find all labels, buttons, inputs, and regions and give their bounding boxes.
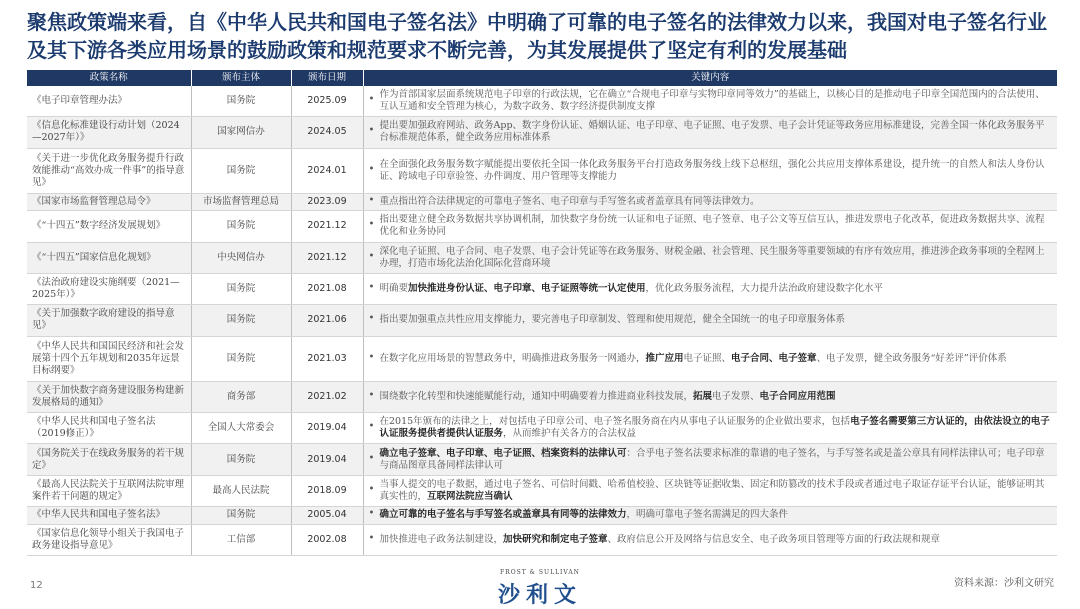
key-content — [363, 211, 1057, 242]
content-text: ，从而维护有关各方的合法权益 — [503, 428, 637, 440]
header-key-content: 关键内容 — [363, 70, 1057, 86]
key-content — [363, 242, 1057, 273]
content-emphasis: 互联网法院应当确认 — [427, 490, 513, 502]
key-content — [363, 381, 1057, 412]
policy-name: 《关于加强数字政府建设的指导意见》 — [27, 305, 191, 336]
bullet-dot-icon: • — [368, 421, 375, 433]
issuer: 国务院 — [191, 86, 291, 117]
issuer: 国务院 — [191, 211, 291, 242]
table-row — [27, 211, 1057, 242]
policy-name: 《“十四五”数字经济发展规划》 — [27, 211, 191, 242]
issue-date: 2024.05 — [291, 117, 363, 148]
table-row — [27, 193, 1057, 210]
content-text: 指出要加强重点共性应用支撑能力，要完善电子印章制发、管理和使用规范，健全全国统一的电子印章服务体系 — [379, 314, 846, 326]
bullet-dot-icon: • — [368, 389, 375, 401]
content-emphasis: 确立可靠的电子签名与手写签名或盖章具有同等的法律效力 — [379, 509, 627, 521]
issue-date: 2024.01 — [291, 148, 363, 193]
key-content — [363, 475, 1057, 506]
header-issuer: 颁布主体 — [191, 70, 291, 86]
policy-table — [27, 70, 1057, 556]
table-row — [27, 524, 1057, 555]
policy-name: 《电子印章管理办法》 — [27, 86, 191, 117]
logo-english: FROST & SULLIVAN — [500, 569, 580, 576]
policy-name: 《法治政府建设实施纲要（2021—2025年）》 — [27, 273, 191, 304]
policy-name: 《信息化标准建设行动计划（2024—2027年）》 — [27, 117, 191, 148]
issuer: 全国人大常委会 — [191, 413, 291, 444]
logo-chinese: 沙利文 — [497, 583, 582, 608]
key-content — [363, 524, 1057, 555]
key-content — [363, 273, 1057, 304]
issuer: 最高人民法院 — [191, 475, 291, 506]
content-text: ：合乎电子签名法要求标准的靠谱的电子签名，与手写签名或是盖公章具有同样法律认可；电子印章与商品图章具备同样法律认可 — [379, 447, 1045, 471]
bullet-dot-icon: • — [368, 163, 375, 175]
issuer: 国务院 — [191, 336, 291, 381]
issue-date: 2021.06 — [291, 305, 363, 336]
key-content — [363, 117, 1057, 148]
table-row — [27, 444, 1057, 475]
issue-date: 2002.08 — [291, 524, 363, 555]
table-row — [27, 305, 1057, 336]
issue-date: 2019.04 — [291, 413, 363, 444]
content-text: 加快推进电子政务法制建设， — [379, 533, 504, 545]
key-content — [363, 507, 1057, 524]
table-row — [27, 381, 1057, 412]
policy-name: 《“十四五”国家信息化规划》 — [27, 242, 191, 273]
bullet-dot-icon: • — [368, 282, 375, 294]
issuer: 工信部 — [191, 524, 291, 555]
content-emphasis: 确立电子签章、电子印章、电子证照、档案资料的法律认可 — [379, 447, 627, 459]
issue-date: 2021.03 — [291, 336, 363, 381]
content-text: 重点指出符合法律规定的可靠电子签名、电子印章与手写签名或者盖章具有同等法律效力。 — [379, 196, 760, 208]
bullet-dot-icon: • — [368, 94, 375, 106]
issuer: 国务院 — [191, 273, 291, 304]
content-text: 当事人提交的电子数据，通过电子签名、可信时间戳、哈希值校验、区块链等证据收集、固定和防篡改的技术手段或者通过电子取证存证平台认证，能够证明其真实性的， — [379, 478, 1045, 502]
content-emphasis: 加快推进身份认证、电子印章、电子证照等统一认定使用 — [408, 283, 646, 295]
bullet-dot-icon: • — [368, 219, 375, 231]
content-text: 在全面强化政务服务数字赋能提出要依托全国一体化政务服务平台打造政务服务线上线下总枢纽，强化公共应用支撑体系建设，提升统一的自然人和法人身份认证、跨域电子印章验签、办件调度、用户管理等支撑能力 — [379, 158, 1045, 182]
content-text: 深化电子证照、电子合同、电子发票、电子会计凭证等在政务服务、财税金融、社会管理、民生服务等重要领域的有序有效应用，推进涉企政务事项的全程网上办理，打造市场化法治化国际化营商环境 — [379, 245, 1045, 269]
issue-date: 2025.09 — [291, 86, 363, 117]
content-text: 围绕数字化转型和快速能赋能行动，通知中明确要着力推进商业科技发展， — [379, 390, 694, 402]
issue-date: 2021.08 — [291, 273, 363, 304]
content-text: 电子发票、 — [712, 390, 760, 402]
table-row — [27, 507, 1057, 524]
table-row — [27, 117, 1057, 148]
issuer: 中央网信办 — [191, 242, 291, 273]
content-text: 明确要 — [379, 283, 409, 295]
issue-date: 2019.04 — [291, 444, 363, 475]
table-row — [27, 242, 1057, 273]
page-number: 12 — [30, 580, 43, 591]
table-row — [27, 336, 1057, 381]
table-row — [27, 273, 1057, 304]
content-emphasis: 加快研究和制定电子签章 — [503, 533, 608, 545]
bullet-dot-icon: • — [368, 508, 375, 520]
issuer: 国务院 — [191, 444, 291, 475]
header-date: 颁布日期 — [291, 70, 363, 86]
key-content — [363, 444, 1057, 475]
content-text: 作为首部国家层面系统规范电子印章的行政法规，它在确立“合规电子印章与实物印章同等效力”的基础上，以核心目的是推动电子印章全国范围内的合法使用、互认互通和安全管理为核心，为数字政务、数字经济提供制度支撑 — [379, 89, 1045, 113]
bullet-dot-icon: • — [368, 313, 375, 325]
issuer: 市场监督管理总局 — [191, 193, 291, 210]
issuer: 国务院 — [191, 305, 291, 336]
bullet-dot-icon: • — [368, 351, 375, 363]
policy-name: 《最高人民法院关于互联网法院审理案件若干问题的规定》 — [27, 475, 191, 506]
content-text: 在数字化应用场景的智慧政务中，明确推进政务服务一网通办， — [379, 352, 646, 364]
bullet-dot-icon: • — [368, 452, 375, 464]
issue-date: 2018.09 — [291, 475, 363, 506]
table-row — [27, 86, 1057, 117]
issuer: 国家网信办 — [191, 117, 291, 148]
table-header — [27, 70, 1057, 86]
content-text: 在2015年颁布的法律之上，对包括电子印章公司、电子签名服务商在内从事电子认证服务的企业做出要求，包括 — [379, 416, 851, 428]
bullet-dot-icon: • — [368, 195, 375, 207]
page-title: 聚焦政策端来看，自《中华人民共和国电子签名法》中明确了可靠的电子签名的法律效力以来，我国对电子签名行业及其下游各类应用场景的鼓励政策和规范要求不断完善，为其发展提供了坚定有利的发展基础 — [27, 10, 1047, 62]
policy-name: 《中华人民共和国国民经济和社会发展第十四个五年规划和2035年远景目标纲要》 — [27, 336, 191, 381]
content-text: 、电子发票，健全政务服务“好差评”评价体系 — [816, 352, 1007, 364]
issue-date: 2023.09 — [291, 193, 363, 210]
key-content — [363, 305, 1057, 336]
bullet-dot-icon: • — [368, 483, 375, 495]
content-text: 、政府信息公开及网络与信息安全、电子政务项目管理等方面的行政法规和规章 — [607, 533, 941, 545]
source-note: 资料来源：沙利文研究 — [954, 578, 1054, 589]
policy-name: 《关于加快数字商务建设服务构建新发展格局的通知》 — [27, 381, 191, 412]
content-text: ，明确可靠电子签名需满足的四大条件 — [626, 509, 789, 521]
content-emphasis: 电子合同、电子签章 — [731, 352, 817, 364]
key-content — [363, 336, 1057, 381]
policy-name: 《中华人民共和国电子签名法》 — [27, 507, 191, 524]
table-row — [27, 413, 1057, 444]
bullet-dot-icon: • — [368, 125, 375, 137]
content-text: 提出要加强政府网站、政务App、数字身份认证、婚姻认证、电子印章、电子证照、电子发票、电子会计凭证等政务应用标准建设，完善全国一体化政务服务平台标准规范体系，健全政务应用标准体系 — [379, 120, 1045, 144]
table-body — [27, 86, 1057, 556]
content-text: 电子证照、 — [683, 352, 732, 364]
policy-name: 《关于进一步优化政务服务提升行政效能推动“高效办成一件事”的指导意见》 — [27, 148, 191, 193]
table-row — [27, 475, 1057, 506]
content-emphasis: 拓展 — [693, 390, 713, 402]
key-content — [363, 86, 1057, 117]
content-emphasis: 电子合同应用范围 — [759, 390, 836, 402]
content-emphasis: 电子签名需要第三方认证的，由依法设立的电子认证服务提供者提供认证服务 — [379, 416, 1050, 440]
bullet-dot-icon: • — [368, 532, 375, 544]
header-policy-name: 政策名称 — [27, 70, 191, 86]
issuer: 商务部 — [191, 381, 291, 412]
policy-name: 《中华人民共和国电子签名法（2019修正）》 — [27, 413, 191, 444]
issue-date: 2021.12 — [291, 211, 363, 242]
key-content — [363, 193, 1057, 210]
issue-date: 2005.04 — [291, 507, 363, 524]
issuer: 国务院 — [191, 507, 291, 524]
bullet-dot-icon: • — [368, 250, 375, 262]
table-row — [27, 148, 1057, 193]
issue-date: 2021.12 — [291, 242, 363, 273]
content-text: ，优化政务服务流程，大力提升法治政府建设数字化水平 — [645, 283, 884, 295]
issuer: 国务院 — [191, 148, 291, 193]
policy-name: 《国家信息化领导小组关于我国电子政务建设指导意见》 — [27, 524, 191, 555]
key-content — [363, 148, 1057, 193]
content-text: 指出要建立健全政务数据共享协调机制，加快数字身份统一认证和电子证照、电子签章、电子公文等互信互认，推进发票电子化改革，促进政务数据共享、流程优化和业务协同 — [379, 214, 1045, 238]
key-content — [363, 413, 1057, 444]
content-emphasis: 推广应用 — [645, 352, 684, 364]
policy-name: 《国家市场监督管理总局令》 — [27, 193, 191, 210]
policy-name: 《国务院关于在线政务服务的若干规定》 — [27, 444, 191, 475]
issue-date: 2021.02 — [291, 381, 363, 412]
